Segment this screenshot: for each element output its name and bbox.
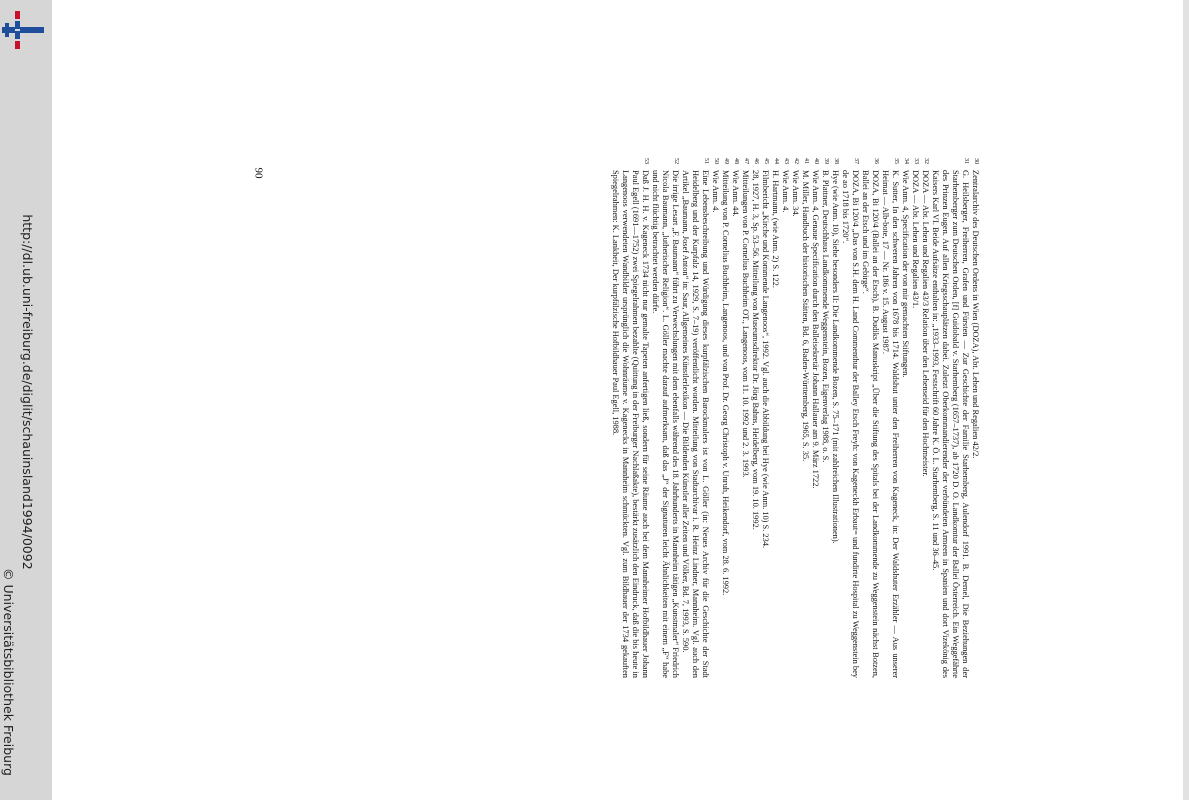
footnote xyxy=(680,158,710,678)
footnote-number: 39 xyxy=(823,158,829,164)
source-url[interactable]: http://dl.ub.uni-freiburg.de/diglit/schauinsland1994/0092 xyxy=(20,214,35,570)
footnote xyxy=(970,158,980,678)
footnote-text: DOZA — Abt. Lehen und Regalien 43/3 Relation über den Lehenseid für den Hochmeister. xyxy=(921,170,930,477)
footnote-number: 31 xyxy=(963,158,969,164)
footnote xyxy=(930,158,970,678)
footnote xyxy=(840,158,860,678)
footnote-text: Zentralarchiv des Deutschen Ordens in Wien (DOZA), Abt. Lehen und Regalien 42/2. xyxy=(971,170,980,459)
footnote-number: 45 xyxy=(763,158,769,164)
footnote xyxy=(750,158,760,678)
footnote-number: 53 xyxy=(643,158,649,164)
footnotes-block xyxy=(610,158,980,678)
footnote xyxy=(830,158,840,678)
footnote-number: 46 xyxy=(753,158,759,164)
footnote xyxy=(860,158,880,678)
footnote xyxy=(810,158,820,678)
footnote-number: 51 xyxy=(703,158,709,164)
footnote-number: 43 xyxy=(783,158,789,164)
footnote-number: 50 xyxy=(713,158,719,164)
footnote-text: Filmbericht „Kirche und Kommende Langenoos“, 1992. Vgl. auch die Abbildung bei Hye (wie Anm. 10) S. 234. xyxy=(761,170,770,549)
footnote xyxy=(800,158,810,678)
footnote xyxy=(720,158,730,678)
footnote-text: Die irrige Lesart „F. Baumann“ führt zu Verwechslungen mit dem ebenfalls während des 18. Jahrhunderts in Mannheim tätigen „Kunstmaler“ Friedrich Nicola Baumann, „lutherischer Religion“. L. Göller machte darauf aufmerksam, daß das „J“ der Signaturen leicht Ähnlichkeiten mit einem „F“ habe und nicht flüchtig betrachtet werden dürfe. xyxy=(651,170,680,678)
footnote xyxy=(740,158,750,678)
scrollbar-track[interactable] xyxy=(1183,0,1189,800)
sidebar xyxy=(0,0,52,800)
footnote-text: Eine Lebensbeschreibung und Würdigung dieses kurpfälzischen Barockmalers ist von L. Göller (in: Neues Archiv für die Geschichte der Stadt Heidelberg und der Kurpfalz 14, 1929, S. 7–19) veröffentlicht worden. Mitteilung von Stadtarchivar i. R. Heinz Lindner, Mannheim. Vgl. auch den Artikel „Baumann, Josef Anton“ in: Saur, Allgemeines Künstlerlexikon — Die Bildenden Künstler aller Zeiten und Völker, Bd. 7, 1993, S. 590. xyxy=(681,170,710,678)
footnote-number: 30 xyxy=(973,158,979,164)
footnote-number: 36 xyxy=(873,158,879,164)
footnote-number: 44 xyxy=(773,158,779,164)
footnote-text: B. Plattner, Deutschhaus Landkommende Weggenstein, Bozen, Eigenverlag 1988, o. S. xyxy=(821,170,830,463)
footnote-number: 35 xyxy=(893,158,899,164)
footnote xyxy=(920,158,930,678)
footnote-number: 38 xyxy=(833,158,839,164)
footnote-number: 42 xyxy=(793,158,799,164)
footnote-text: Hye (wie Anm. 10), Siehe besonders II: Die Landkommende Bozen, S. 75–171 (mit zahlreichen Illustrationen). xyxy=(831,170,840,544)
footnote-text: Wie Anm. 4. xyxy=(781,170,790,213)
footnote xyxy=(780,158,790,678)
footnote-text: K. Sutter, In den schweren Jahren von 1678 bis 1714. Waldshut unter den Freiherren von Kageneck, in: Der Waldshuter Erzähler — Aus unserer Heimat — Alb-bote, 17 — Nr. 186 v. 15. August 1987. xyxy=(881,170,900,678)
footnote-text: Wie Anm. 44. xyxy=(731,170,740,217)
footnote-text: Mitteilung von P. Cornelius Buchheim, Langenoos, und von Prof. Dr. Georg Christoph v. Unruh, Heikendorf, vom 28. 6. 1992. xyxy=(721,170,730,596)
page-number: 90 xyxy=(252,167,265,179)
footnote-text: Wie Anm. 4. xyxy=(711,170,720,213)
footnote-text: Wie Anm. 34. xyxy=(791,170,800,217)
footnote-text: 28, 1927, H. 3, Sp. 53–56. Mitteilung von Museumsdirektor Dr. Jörg Bahns, Heidelberg, vom 19. 10. 1992. xyxy=(751,170,760,530)
footnote-text: M. Miller, Handbuch der historischen Stätten, Bd. 6, Baden-Württemberg, 1965, S. 35. xyxy=(801,170,810,462)
footnote-number: 49 xyxy=(723,158,729,164)
footnote-number: 40 xyxy=(813,158,819,164)
footnote-number: 33 xyxy=(913,158,919,164)
footnote xyxy=(790,158,800,678)
footnote-text: G. Heilsberger, Freiherren, Grafen und Fürsten — Zur Geschichte der Familie Starhemberg, Aulendorf 1991. B. Demel, Die Beziehungen der Starhemberger zum Deutschen Orden, [f] Guidobald v. Starhemberg (1657–1737), ab 1720 D. O. Landkomtur der Ballei Österreich. Ein Weggefährte des Prinzen Eugen. Auf allen Kriegsschauplätzen dabei. Zuletzt Oberkommandierender der verbündeten Armeen in Spanien und dort Vizekönig des Kaisers Karl VI. Beide Aufsätze enthalten in: „1933–1993, Festschrift 60 Jahre K. Ö. L. Starhemberg, S. 11 und 36–45. xyxy=(931,170,970,678)
footnote-number: 32 xyxy=(923,158,929,164)
footnote xyxy=(730,158,740,678)
footnote-number: 34 xyxy=(903,158,909,164)
footnote-number: 48 xyxy=(733,158,739,164)
footnote xyxy=(910,158,920,678)
footnote-text: H. Hartmann, (wie Anm. 2) S. 122. xyxy=(771,170,780,288)
footnote-text: Daß J. H. H. v. Kageneck 1734 nicht nur gemalte Tapeten anfertigen ließ, sondern für seine Räume auch bei dem Mannheimer Hofbildhauer Johann Paul Egell (1691—1752) zwei Spiegelrahmen bezahlte (Quittung in der Freiburger Nachlaßakte), bestärkt zusätzlich den Eindruck, daß die bis heute in Langenoos verwendeten Wandbilder ursprünglich die Wohnräume v. Kagenecks in Mannheim schmückten. Vgl. zum Bildhauer der 1734 gekauften Spiegelrahmen: K. Lankheit, Der kurpfälzische Hofbildhauer Paul Egell, 1988. xyxy=(611,170,650,678)
footnote xyxy=(760,158,770,678)
footnote-text: DOZA, Bi 120/4 (Ballei an der Etsch), B. Dudiks Manuskript „Über die Stiftung des Spitals bei der Landkommende zu Weggenstein nächst Botzen, Ballei an der Etsch und im Gebirge“. xyxy=(861,170,880,678)
footnote-text: DOZA, Bi 120/4 „Das von S.H. dem H. Land Commenthur der Balley Etsch Freyh: von Kageneckh Erbaut= und fundirte Hospital zu Weggenstein bey de ao 1718 bis 1720“. xyxy=(841,170,860,678)
footnote xyxy=(710,158,720,678)
copyright-notice: © Universitätsbibliothek Freiburg xyxy=(1,568,16,776)
footnote xyxy=(900,158,910,678)
footnote xyxy=(610,158,650,678)
footnote-number: 41 xyxy=(803,158,809,164)
footnote-number: 47 xyxy=(743,158,749,164)
footnote-text: DOZA — Abt. Lehen und Regalien 43/1. xyxy=(911,170,920,309)
footnote xyxy=(880,158,900,678)
footnote xyxy=(820,158,830,678)
footnote xyxy=(650,158,680,678)
footnote-text: Wie Anm. 4, Genaue Specification durch den Balleisekretär Johann Hallauer am 9. März 1722. xyxy=(811,170,820,489)
footnote-number: 37 xyxy=(853,158,859,164)
footnote-text: Wie Anm. 4, Specification der von mir gemachten Stiftungen. xyxy=(901,170,910,378)
footnote-text: Mitteilungen von P. Cornelius Buchheim OT., Langenoos, vom 11. 10. 1992 und 2. 3. 1993. xyxy=(741,170,750,478)
footnote xyxy=(770,158,780,678)
footnote-number: 52 xyxy=(673,158,679,164)
